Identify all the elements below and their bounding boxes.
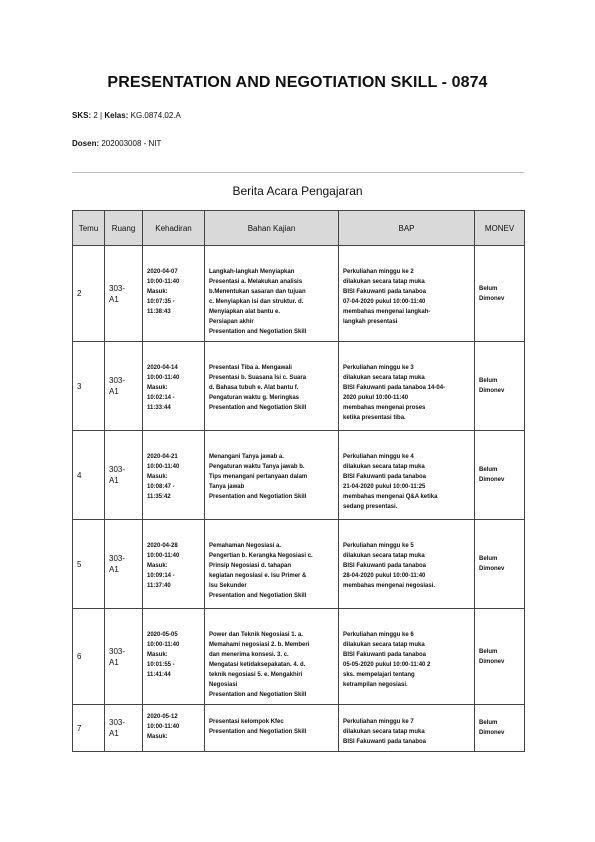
table-row [73,342,525,431]
bap-text: Perkuliahan minggu ke 2 dilakukan secara tatap muka BISI Fakuwanti pada tanaboa 07-04-2020 pukul 10:00-11:40 membahas mengenai langkah- langkah presentasi [343,269,431,325]
table-row [73,520,525,609]
kelas-value: KG.0874.02.A [130,111,181,120]
bahan-kajian-text: Pemahaman Negosiasi a. Pengertian b. Kerangka Negosiasi c. Prinsip Negosiasi d. tahapan kegiatan negosiasi e. Isu Primer & Isu Sekunder Presentation and Negotiation Skill [209,543,313,599]
header-kehadiran: Kehadiran [143,211,205,246]
table-row [73,431,525,520]
course-title: PRESENTATION AND NEGOTIATION SKILL - 0874 [107,74,488,91]
kehadiran-text: 2020-05-05 10:00-11:40 Masuk: 10:01:55 - 11:41:44 [147,632,180,678]
cell-bahan-kajian [205,705,339,752]
bap-text: Perkuliahan minggu ke 4 dilakukan secara tatap muka BISI Fakuwanti pada tanaboa 21-04-2020 pukul 10:00-11:25 membahas mengenai Q&A ketika sedang presentasi. [343,454,438,510]
cell-ruang: 303- A1 [105,520,143,609]
cell-kehadiran [143,431,205,520]
header-ruang: Ruang [105,211,143,246]
cell-monev: Belum Dimonev [475,431,525,520]
cell-ruang: 303- A1 [105,705,143,752]
header-temu: Temu [73,211,105,246]
cell-temu: 7 [73,705,105,752]
cell-bap [339,520,475,609]
bahan-kajian-text: Langkah-langkah Menyiapkan Presentasi a. Melakukan analisis b.Menentukan sasaran dan tujuan c. Menyiapkan isi dan struktur. d. Menyiapkan alat bantu e. Persiapan akhir Presentation and Negotiation Skill [209,269,307,335]
dosen-colon: : [96,139,100,148]
header-divider [72,172,524,173]
cell-bap [339,342,475,431]
cell-bap [339,609,475,705]
table-row [73,246,525,342]
cell-kehadiran [143,520,205,609]
cell-ruang: 303- A1 [105,246,143,342]
cell-bahan-kajian [205,246,339,342]
cell-ruang: 303- A1 [105,609,143,705]
header-bahan-kajian: Bahan Kajian [205,211,339,246]
cell-ruang: 303- A1 [105,342,143,431]
kehadiran-text: 2020-05-12 10:00-11:40 Masuk: [147,714,180,740]
dosen-label: Dosen [72,139,97,148]
bap-text: Perkuliahan minggu ke 5 dilakukan secara tatap muka BISI Fakuwanti pada tanaboa 28-04-2020 pukul 10:00-11:40 membahas mengenai negosiasi. [343,543,436,589]
bahan-kajian-text: Power dan Teknik Negosiasi 1. a. Memahami negosiasi 2. b. Memberi dan menerima konsesi. 3. c. Mengatasi ketidaksepakatan. 4. d. teknik negosiasi 5. e. Mengakhiri Negosiasi Presentation and Negotiation Skill [209,632,310,698]
cell-monev: Belum Dimonev [475,520,525,609]
teaching-record-table [72,210,525,752]
bahan-kajian-text: Menangani Tanya jawab a. Pengaturan waktu Tanya jawab b. Tips menangani pertanyaan dalam Tanya jawab Presentation and Negotiation Skill [209,454,308,500]
table-row [73,705,525,752]
cell-temu: 3 [73,342,105,431]
sks-value: 2 [93,111,98,120]
section-title: Berita Acara Pengajaran [232,184,363,198]
cell-bahan-kajian [205,342,339,431]
kehadiran-text: 2020-04-21 10:00-11:40 Masuk: 10:08:47 - 11:35:42 [147,454,180,500]
cell-temu: 4 [73,431,105,520]
cell-bap [339,431,475,520]
cell-kehadiran [143,609,205,705]
cell-bap [339,246,475,342]
cell-monev: Belum Dimonev [475,246,525,342]
cell-temu: 2 [73,246,105,342]
kehadiran-text: 2020-04-07 10:00-11:40 Masuk: 10:07:35 - 11:38:43 [147,269,180,315]
cell-bahan-kajian [205,609,339,705]
cell-kehadiran [143,705,205,752]
bap-text: Perkuliahan minggu ke 7 dilakukan secara tatap muka BISI Fakuwanti pada tanaboa [343,719,427,745]
cell-bahan-kajian [205,431,339,520]
course-meta-line [72,111,181,120]
kehadiran-text: 2020-04-14 10:00-11:40 Masuk: 10:02:14 - 11:33:44 [147,365,180,411]
cell-temu: 5 [73,520,105,609]
dosen-value: 202003008 - NIT [101,139,162,148]
bahan-kajian-text: Presentasi kelompok Kfec Presentation and Negotiation Skill [209,719,307,735]
bahan-kajian-text: Presentasi Tiba a. Mengawali Presentasi b. Suasana Isi c. Suara d. Bahasa tubuh e. Alat bantu f. Pengaturan waktu g. Meringkas Presentation and Negotiation Skill [209,365,307,411]
kelas-colon: : [125,111,129,120]
cell-ruang: 303- A1 [105,431,143,520]
cell-monev: Belum Dimonev [475,705,525,752]
cell-monev: Belum Dimonev [475,609,525,705]
table-row [73,609,525,705]
sks-colon: : [88,111,92,120]
kehadiran-text: 2020-04-28 10:00-11:40 Masuk: 10:09:14 - 11:37:40 [147,543,180,589]
kelas-label: Kelas [104,111,126,120]
cell-monev: Belum Dimonev [475,342,525,431]
cell-bahan-kajian [205,520,339,609]
bap-text: Perkuliahan minggu ke 6 dilakukan secara tatap muka BISI Fakuwanti pada tanaboa 05-05-2020 pukul 10:00-11:40 2 sks. mempelajari tentang ketrampilan negosiasi. [343,632,431,688]
cell-temu: 6 [73,609,105,705]
bap-text: Perkuliahan minggu ke 3 dilakukan secara tatap muka BISI Fakuwanti pada tanaboa 14-04- 2020 pukul 10:00-11:40 membahas mengenai proses ketika presentasi tiba. [343,365,446,421]
table-header-row [73,211,525,246]
header-monev: MONEV [475,211,525,246]
cell-kehadiran [143,342,205,431]
header-bap: BAP [339,211,475,246]
sks-label: SKS [72,111,89,120]
dosen-line [72,139,161,148]
meta-separator: | [100,111,103,120]
cell-bap [339,705,475,752]
cell-kehadiran [143,246,205,342]
